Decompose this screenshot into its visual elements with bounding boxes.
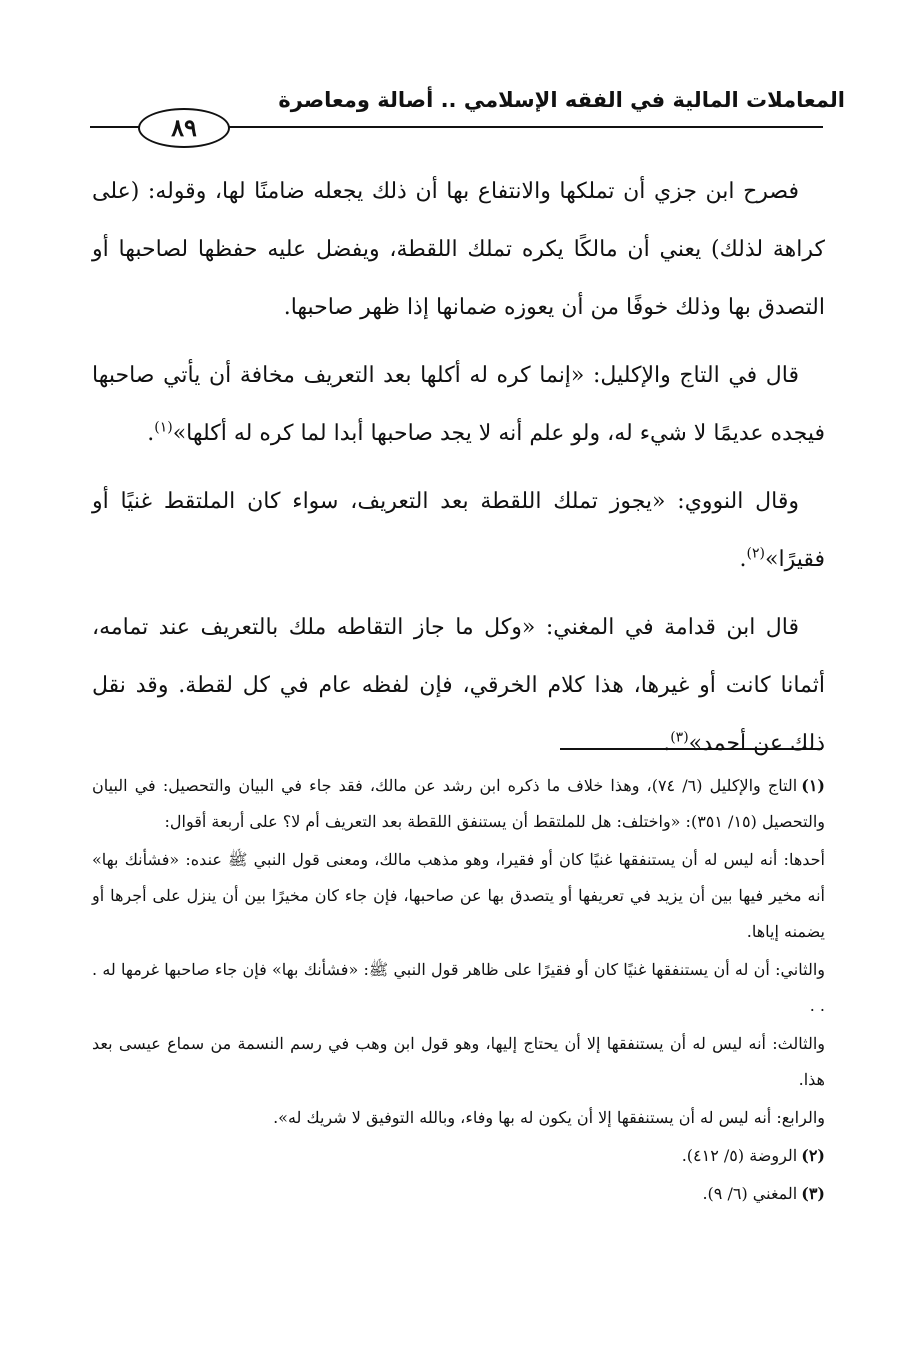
paragraph-3-end: . bbox=[739, 547, 747, 572]
footnote-3-number: (٣) bbox=[801, 1184, 825, 1203]
footnote-1-opinion-3: والثالث: أنه ليس له أن يستنفقها إلا أن يحتاج إليها، وهو قول ابن وهب في رسم النسمة من سماع عيسى بعد هذا. bbox=[92, 1034, 825, 1089]
running-header-title: المعاملات المالية في الفقه الإسلامي .. أصالة ومعاصرة bbox=[278, 88, 845, 112]
paragraph-4 bbox=[92, 599, 825, 773]
footnote-1-number: (١) bbox=[801, 776, 825, 795]
footnote-1-opinion-2: والثاني: أن له أن يستنفقها غنيًا كان أو فقيرًا على ظاهر قول النبي ﷺ: «فشأنك بها» فإن جاء صاحبها غرمها له . . . bbox=[92, 960, 825, 1015]
footnote-rule bbox=[560, 748, 822, 750]
footnote-ref-3: (٣) bbox=[670, 729, 689, 746]
footnote-2-text: الروضة (٥/ ٤١٢). bbox=[681, 1146, 798, 1165]
footnote-2-number: (٢) bbox=[801, 1146, 825, 1165]
paragraph-2-text: قال في التاج والإكليل: «إنما كره له أكلها بعد التعريف مخافة أن يأتي صاحبها فيجده عديمًا لا شيء له، ولو علم أنه لا يجد صاحبها أبدا لما كره له أكلها» bbox=[92, 363, 825, 446]
footnote-2 bbox=[92, 1138, 825, 1174]
paragraph-4-text: قال ابن قدامة في المغني: «وكل ما جاز التقاطه ملك بالتعريف عند تمامه، أثمانا كانت أو غيرها، هذا كلام الخرقي، فإن لفظه عام في كل لقطة. وقد نقل ذلك عن أحمد» bbox=[92, 615, 825, 756]
footnote-ref-2: (٢) bbox=[746, 545, 765, 562]
paragraph-2-end: . bbox=[147, 421, 155, 446]
footnote-ref-1: (١) bbox=[154, 419, 173, 436]
footnotes bbox=[92, 768, 825, 1214]
footnote-1-opinion-4: والرابع: أنه ليس له أن يستنفقها إلا أن يكون له بها وفاء، وبالله التوفيق لا شريك له». bbox=[273, 1108, 825, 1127]
paragraph-2 bbox=[92, 347, 825, 463]
paragraph-4-end: . bbox=[663, 731, 671, 756]
footnote-1-text: التاج والإكليل (٦/ ٧٤)، وهذا خلاف ما ذكره ابن رشد عن مالك، فقد جاء في البيان والتحصيل: في البيان والتحصيل (١٥/ ٣٥١): «واختلف: هل للملتقط أن يستنفق اللقطة بعد التعريف أم لا؟ على أربعة أقوال: bbox=[92, 776, 825, 831]
paragraph-3-text: وقال النووي: «يجوز تملك اللقطة بعد التعريف، سواء كان الملتقط غنيًا أو فقيرًا» bbox=[92, 489, 825, 572]
paragraph-1 bbox=[92, 163, 825, 337]
footnote-1 bbox=[92, 768, 825, 840]
footnote-3 bbox=[92, 1176, 825, 1212]
footnote-1-opinion-1: أحدها: أنه ليس له أن يستنفقها غنيًا كان أو فقيرا، وهو مذهب مالك، ومعنى قول النبي ﷺ عنده: «فشأنك بها» أنه مخير فيها بين أن يزيد في تعريفها أو يتصدق بها عن صاحبها، فإن جاء كان مخيرًا بين أن ينزل على أجرها أو يضمنه إياها. bbox=[92, 850, 825, 941]
footnote-3-text: المغني (٦/ ٩). bbox=[702, 1184, 798, 1203]
paragraph-3 bbox=[92, 473, 825, 589]
page-number: ٨٩ bbox=[138, 108, 230, 148]
main-text bbox=[92, 163, 825, 783]
paragraph-1-text: فصرح ابن جزي أن تملكها والانتفاع بها أن ذلك يجعله ضامنًا لها، وقوله: (على كراهة لذلك) يعني أن مالكًا يكره تملك اللقطة، ويفضل عليه حفظها لصاحبها أو التصدق بها وذلك خوفًا من أن يعوزه ضمانها إذا ظهر صاحبها. bbox=[92, 179, 825, 320]
